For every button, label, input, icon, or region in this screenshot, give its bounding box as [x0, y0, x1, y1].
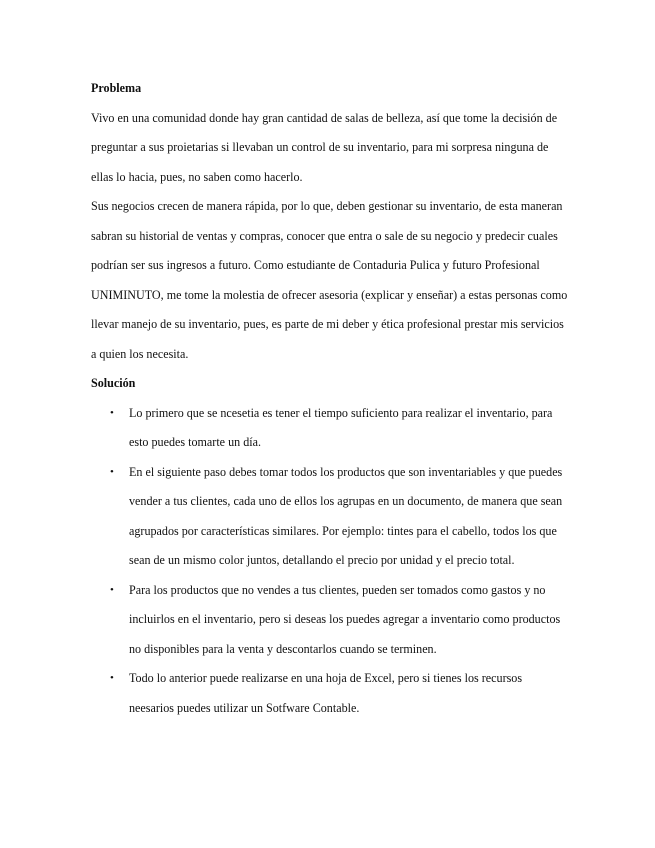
bullet-icon: • — [110, 583, 114, 596]
solution-item-text: Lo primero que se ncesetia es tener el tiempo suficiento para realizar el inventario, para esto puedes tomarte un día. — [129, 405, 553, 449]
bullet-icon: • — [110, 406, 114, 419]
solution-item-grouping — [91, 458, 569, 576]
solution-list — [91, 399, 569, 724]
problem-paragraph-2: Sus negocios crecen de manera rápida, por lo que, deben gestionar su inventario, de esta maneran sabran su historial de ventas y compras, conocer que entra o sale de su negocio y predecir cuales podrían ser sus ingresos a futuro. Como estudiante de Contaduria Pulica y futuro Profesional UNIMINUTO, me tome la molestia de ofrecer asesoria (explicar y enseñar) a estas personas como llevar manejo de su inventario, pues, es parte de mi deber y ética profesional prestar mis servicios a quien los necesita. — [91, 199, 568, 361]
solution-item-expenses — [91, 576, 569, 665]
solution-item-software — [91, 664, 569, 723]
solution-heading: Solución — [91, 376, 136, 390]
solution-item-text: Para los productos que no vendes a tus clientes, pueden ser tomados como gastos y no incluirlos en el inventario, pero si deseas los puedes agregar a inventario como productos no disponibles para la venta y descontarlos cuando se terminen. — [129, 582, 561, 656]
document-body — [91, 74, 569, 723]
problem-heading: Problema — [91, 81, 142, 95]
solution-item-time — [91, 399, 569, 458]
problem-paragraph-1: Vivo en una comunidad donde hay gran cantidad de salas de belleza, así que tome la decisión de preguntar a sus proietarias si llevaban un control de su inventario, para mi sorpresa ninguna de ellas lo hacia, pues, no saben como hacerlo. — [91, 110, 558, 184]
bullet-icon: • — [110, 465, 114, 478]
solution-item-text: Todo lo anterior puede realizarse en una hoja de Excel, pero si tienes los recursos neesarios puedes utilizar un Sotfware Contable. — [129, 671, 523, 715]
solution-item-text: En el siguiente paso debes tomar todos los productos que son inventariables y que puedes vender a tus clientes, cada uno de ellos los agrupas en un documento, de manera que sean agrupados por características similares. Por ejemplo: tintes para el cabello, todos los que sean de un mismo color juntos, detallando el precio por unidad y el precio total. — [129, 464, 563, 567]
bullet-icon: • — [110, 672, 114, 684]
